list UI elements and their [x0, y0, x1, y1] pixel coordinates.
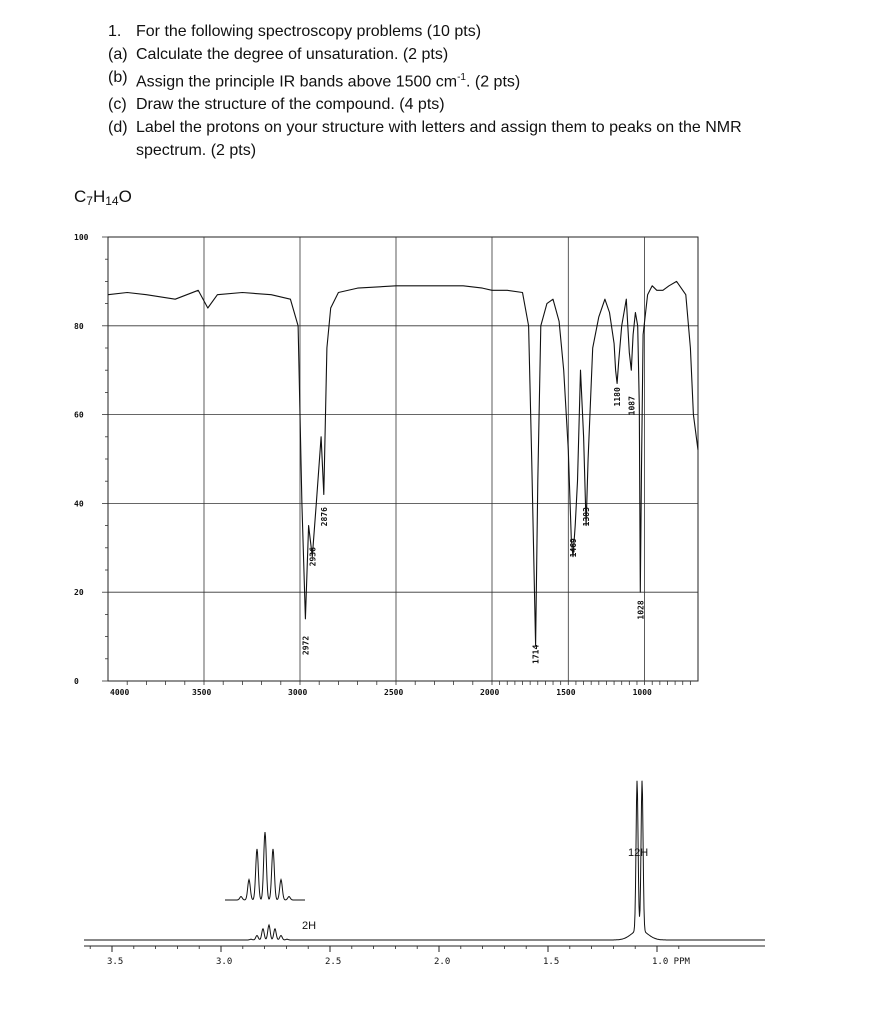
ir-x-tick-label: 4000: [110, 688, 130, 697]
ir-peak-label: 1714: [531, 644, 541, 664]
nmr-septet-expansion: [225, 832, 305, 900]
ir-x-tick-label: 3000: [288, 688, 308, 697]
formula-h: H: [92, 187, 106, 206]
ir-y-tick-label: 20: [74, 588, 84, 598]
part-b-tail: . (2 pts): [465, 73, 521, 91]
ir-peak-label: 2936: [308, 547, 318, 567]
ir-peak-label: 2972: [301, 635, 311, 656]
problem-part-d-continued: spectrum. (2 pts): [136, 142, 257, 160]
ir-y-tick-label: 0: [74, 677, 79, 686]
problem-number: 1.: [108, 23, 122, 40]
problem-intro-text: For the following spectroscopy problems (10 pts): [136, 23, 482, 40]
part-marker: (b): [108, 69, 128, 86]
part-marker: (d): [108, 119, 128, 137]
ir-peak-label: 1028: [636, 600, 646, 620]
ir-peak-label: 2876: [319, 507, 329, 527]
nmr-x-tick-label: 3.5: [107, 957, 124, 967]
part-marker: (a): [108, 46, 128, 63]
formula-c-sub: 7: [86, 194, 93, 208]
ir-x-tick-label: 2000: [480, 688, 500, 697]
ir-y-tick-label: 80: [74, 321, 84, 331]
part-text: Calculate the degree of unsaturation. (2 pts): [136, 46, 449, 63]
part-b-text: Assign the principle IR bands above 1500 cm: [136, 73, 458, 91]
ir-x-tick-label: 1000: [632, 688, 652, 697]
nmr-x-tick-label: 1.5: [543, 957, 560, 967]
part-marker: (c): [108, 96, 127, 114]
formula-o: O: [118, 187, 132, 206]
nmr-integral-label: 12H: [628, 847, 649, 859]
nmr-spectrum-trace: [84, 781, 765, 940]
ir-peak-label: 1383: [582, 507, 592, 527]
ir-x-tick-label: 3500: [192, 688, 212, 697]
part-text: Label the protons on your structure with letters and assign them to peaks on the NMR: [136, 119, 742, 137]
ir-peak-label: 1180: [613, 387, 623, 407]
ir-x-tick-label: 2500: [384, 688, 404, 697]
ir-y-tick-label: 40: [74, 499, 84, 509]
ir-y-tick-label: 100: [74, 233, 89, 242]
part-b-superscript: -1: [457, 72, 466, 83]
nmr-x-tick-label: 3.0: [216, 957, 233, 967]
part-text: Draw the structure of the compound. (4 pts): [136, 96, 445, 114]
formula-c: C: [74, 187, 87, 206]
formula-h-sub: 14: [105, 194, 119, 208]
ir-x-tick-label: 1500: [556, 688, 576, 697]
nmr-integral-label: 2H: [302, 920, 317, 932]
nmr-x-tick-label: 2.5: [325, 957, 342, 967]
nmr-x-tick-label: 1.0 PPM: [652, 957, 690, 967]
ir-y-tick-label: 60: [74, 410, 84, 420]
ir-peak-label: 1087: [627, 396, 637, 416]
ir-peak-label: 1469: [569, 538, 579, 558]
nmr-x-tick-label: 2.0: [434, 957, 451, 967]
